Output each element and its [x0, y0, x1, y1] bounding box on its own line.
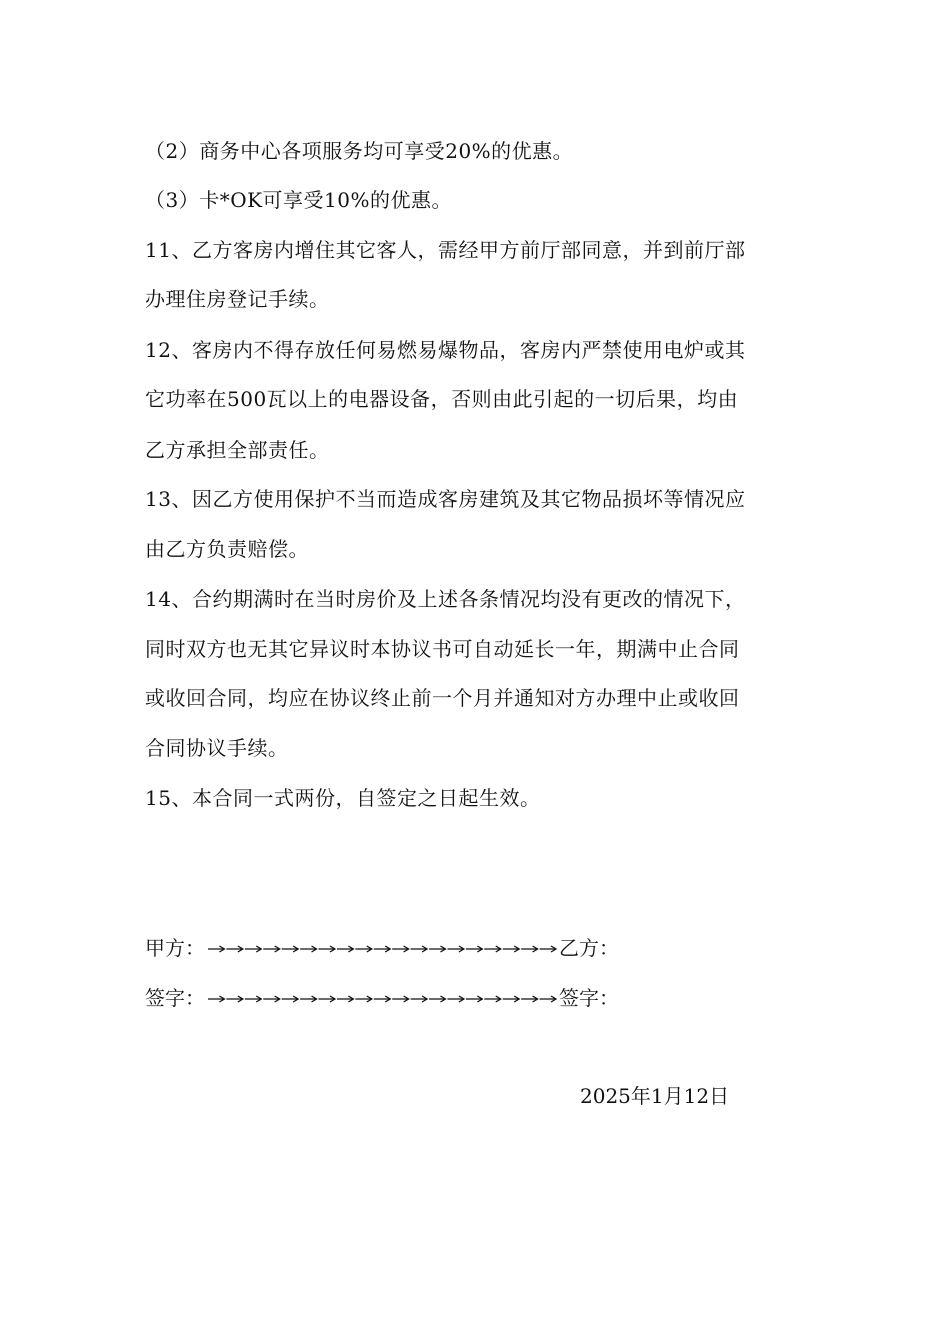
sign-signature-row — [145, 986, 619, 1010]
tab-arrow-icon — [392, 946, 408, 952]
body-line: （3）卡*OK可享受10%的优惠。 — [145, 188, 453, 212]
tab-leader-arrows — [207, 941, 557, 955]
tab-arrow-icon — [337, 996, 353, 1002]
body-line: 12、客房内不得存放任何易燃易爆物品，客房内严禁使用电炉或其 — [145, 338, 746, 362]
tab-arrow-icon — [282, 996, 298, 1002]
body-line: 由乙方负责赔偿。 — [145, 537, 309, 561]
tab-arrow-icon — [521, 996, 537, 1002]
body-line: 合同协议手续。 — [145, 736, 289, 760]
body-line: 同时双方也无其它异议时本协议书可自动延长一年，期满中止合同 — [145, 637, 740, 661]
tab-arrow-icon — [540, 946, 556, 952]
tab-arrow-icon — [226, 946, 242, 952]
tab-arrow-icon — [484, 996, 500, 1002]
body-line: 办理住房登记手续。 — [145, 287, 330, 311]
tab-arrow-icon — [521, 946, 537, 952]
tab-arrow-icon — [447, 996, 463, 1002]
tab-arrow-icon — [282, 946, 298, 952]
tab-arrow-icon — [263, 996, 279, 1002]
body-line: 或收回合同，均应在协议终止前一个月并通知对方办理中止或收回 — [145, 686, 740, 710]
tab-arrow-icon — [466, 946, 482, 952]
party-b-label: 乙方： — [559, 936, 619, 960]
tab-arrow-icon — [411, 996, 427, 1002]
tab-arrow-icon — [392, 996, 408, 1002]
tab-arrow-icon — [263, 946, 279, 952]
body-line: 15、本合同一式两份，自签定之日起生效。 — [145, 786, 541, 810]
sign-b-label: 签字： — [559, 986, 619, 1010]
tab-arrow-icon — [429, 946, 445, 952]
tab-arrow-icon — [503, 996, 519, 1002]
tab-arrow-icon — [429, 996, 445, 1002]
tab-arrow-icon — [447, 946, 463, 952]
party-a-label: 甲方： — [145, 936, 205, 960]
tab-leader-arrows — [207, 991, 557, 1005]
tab-arrow-icon — [503, 946, 519, 952]
tab-arrow-icon — [300, 946, 316, 952]
party-signature-row — [145, 936, 619, 960]
body-line: 乙方承担全部责任。 — [145, 438, 330, 462]
tab-arrow-icon — [374, 946, 390, 952]
tab-arrow-icon — [374, 996, 390, 1002]
tab-arrow-icon — [245, 996, 261, 1002]
tab-arrow-icon — [208, 996, 224, 1002]
contract-date: 2025年1月12日 — [580, 1084, 730, 1108]
tab-arrow-icon — [245, 946, 261, 952]
tab-arrow-icon — [484, 946, 500, 952]
tab-arrow-icon — [226, 996, 242, 1002]
body-line: 它功率在500瓦以上的电器设备，否则由此引起的一切后果，均由 — [145, 387, 739, 411]
tab-arrow-icon — [300, 996, 316, 1002]
tab-arrow-icon — [355, 946, 371, 952]
tab-arrow-icon — [540, 996, 556, 1002]
tab-arrow-icon — [319, 996, 335, 1002]
sign-a-label: 签字： — [145, 986, 205, 1010]
body-line: （2）商务中心各项服务均可享受20%的优惠。 — [145, 139, 574, 163]
tab-arrow-icon — [355, 996, 371, 1002]
body-line: 13、因乙方使用保护不当而造成客房建筑及其它物品损坏等情况应 — [145, 487, 746, 511]
tab-arrow-icon — [411, 946, 427, 952]
body-line: 11、乙方客房内增住其它客人，需经甲方前厅部同意，并到前厅部 — [145, 238, 746, 262]
body-line: 14、合约期满时在当时房价及上述各条情况均没有更改的情况下， — [145, 587, 746, 611]
tab-arrow-icon — [466, 996, 482, 1002]
tab-arrow-icon — [337, 946, 353, 952]
tab-arrow-icon — [208, 946, 224, 952]
tab-arrow-icon — [319, 946, 335, 952]
